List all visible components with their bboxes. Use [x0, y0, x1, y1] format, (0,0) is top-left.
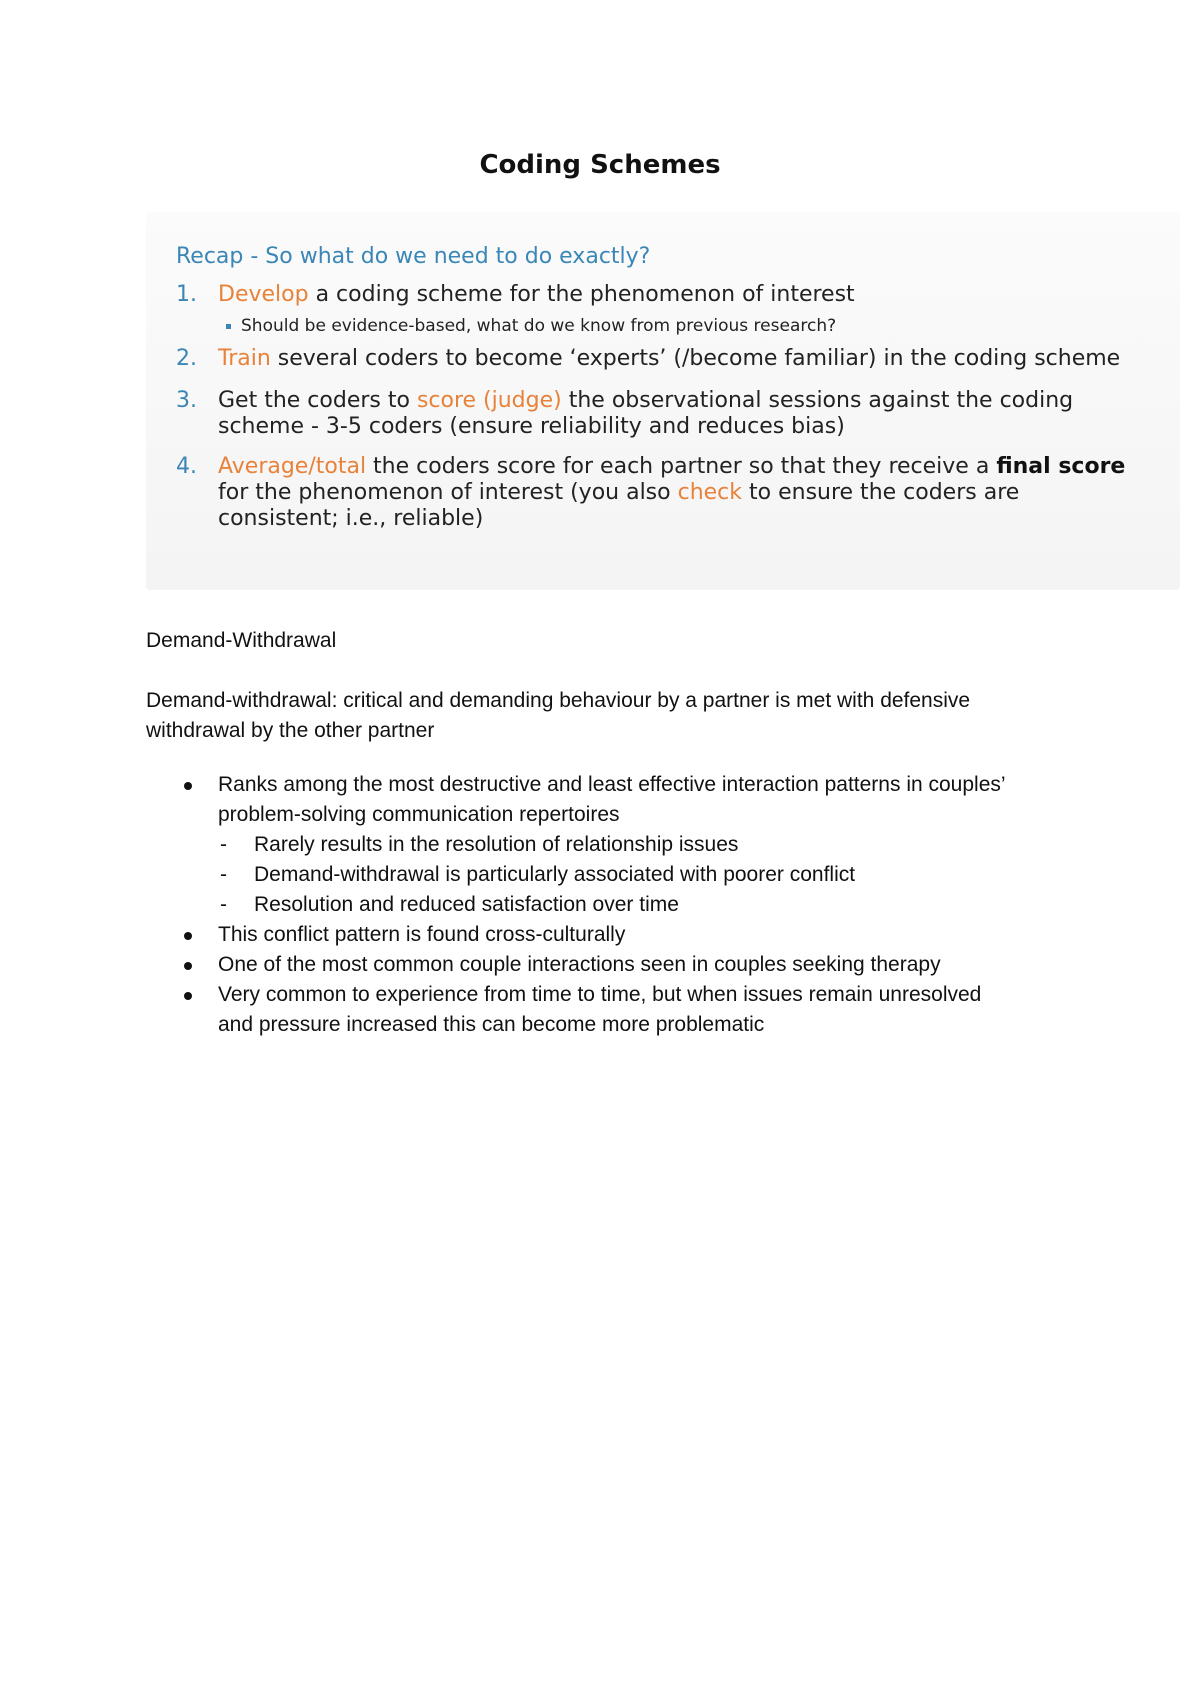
square-bullet-icon [226, 324, 231, 329]
list-item: This conflict pattern is found cross-culturally [146, 920, 1066, 950]
sub-list-item: - Demand-withdrawal is particularly associated with poorer conflict [146, 860, 1066, 890]
list-item: Very common to experience from time to time, but when issues remain unresolved and pressure increased this can become more problematic [146, 980, 1066, 1040]
bullet-icon [184, 932, 192, 940]
recap-item-3: 3. Get the coders to score (judge) the observational sessions against the coding scheme - 3-5 coders (ensure reliability and reduces bias) [176, 388, 1074, 439]
dash-marker: - [220, 863, 227, 886]
recap-item-4: 4. Average/total the coders score for each partner so that they receive a final score for the phenomenon of interest (you also check to ensure the coders are consistent; i.e., reliable) [176, 454, 1126, 531]
recap-subitem-1: Should be evidence-based, what do we know from previous research? [226, 316, 836, 336]
page-title: Coding Schemes [479, 150, 721, 180]
bullet-icon [184, 992, 192, 1000]
dash-marker: - [220, 833, 227, 856]
sub-list-item: - Resolution and reduced satisfaction over time [146, 890, 1066, 920]
bullet-list [146, 770, 1066, 1040]
list-item: One of the most common couple interactions seen in couples seeking therapy [146, 950, 1066, 980]
recap-item-2: 2. Train several coders to become ‘experts’ (/become familiar) in the coding scheme [176, 346, 1121, 371]
recap-item-1: 1. Develop a coding scheme for the phenomenon of interest [176, 282, 855, 307]
definition-paragraph: Demand-withdrawal: critical and demanding behaviour by a partner is met with defensive withdrawal by the other partner [146, 689, 971, 742]
section-heading: Demand-Withdrawal [146, 629, 337, 652]
bullet-icon [184, 962, 192, 970]
dash-marker: - [220, 893, 227, 916]
sub-list-item: - Rarely results in the resolution of relationship issues [146, 830, 1066, 860]
recap-heading: Recap - So what do we need to do exactly? [176, 244, 651, 269]
recap-slide-image [146, 212, 1180, 590]
list-item: Ranks among the most destructive and least effective interaction patterns in couples’ problem-solving communication repertoires [146, 770, 1066, 830]
bullet-icon [184, 782, 192, 790]
